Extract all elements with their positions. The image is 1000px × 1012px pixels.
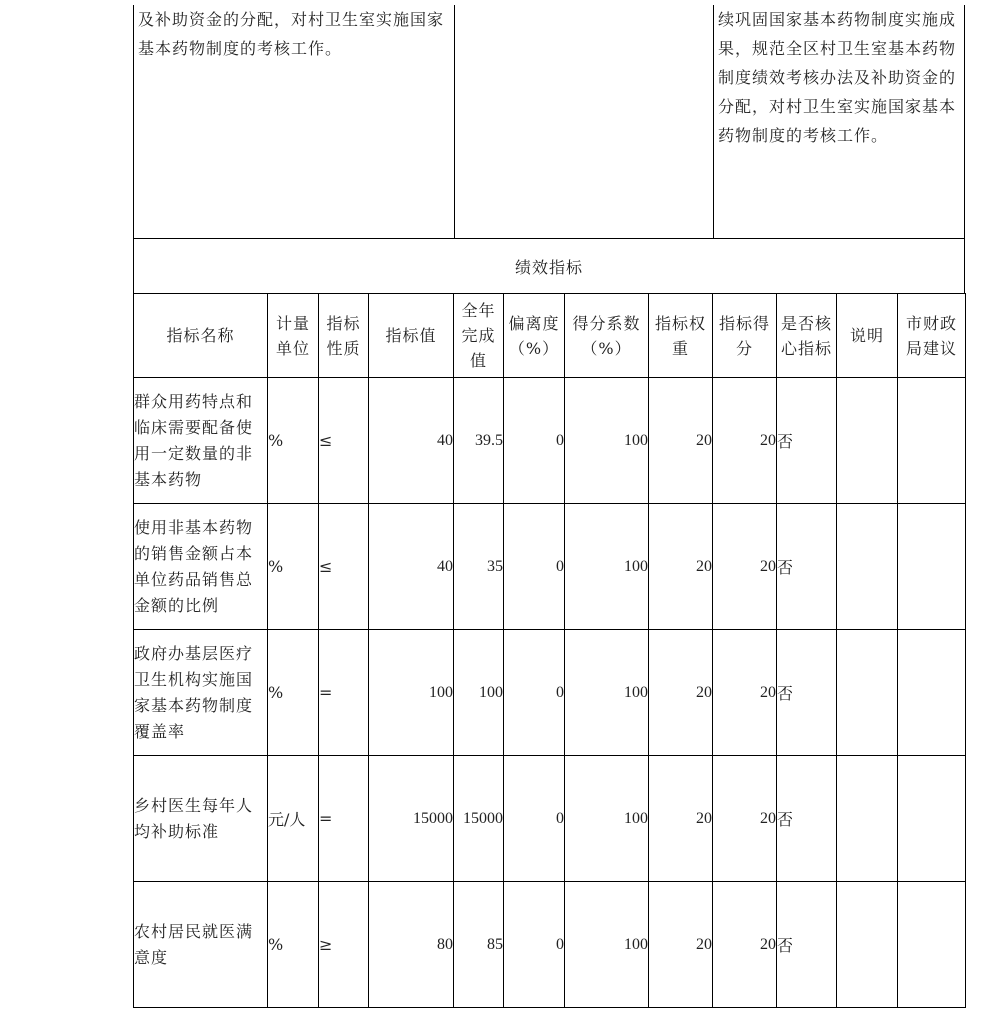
table-row — [134, 882, 966, 1008]
section-title-text: 绩效指标 — [514, 257, 583, 277]
table-row — [134, 378, 966, 504]
unit: % — [268, 630, 319, 756]
advice — [898, 504, 966, 630]
table-row — [134, 504, 966, 630]
weight: 20 — [649, 756, 713, 882]
indicator-name: 政府办基层医疗卫生机构实施国家基本药物制度覆盖率 — [134, 630, 268, 756]
score: 20 — [713, 882, 777, 1008]
deviation: 0 — [504, 882, 565, 1008]
left-text-cell — [134, 5, 454, 238]
deviation: 0 — [504, 378, 565, 504]
actual-value: 39.5 — [454, 378, 504, 504]
header-advice: 市财政局建议 — [898, 294, 966, 378]
right-text-cell — [714, 5, 964, 238]
actual-value: 85 — [454, 882, 504, 1008]
unit: % — [268, 882, 319, 1008]
deviation: 0 — [504, 756, 565, 882]
actual-value: 15000 — [454, 756, 504, 882]
advice — [898, 882, 966, 1008]
table-row — [134, 630, 966, 756]
header-name: 指标名称 — [134, 294, 268, 378]
is-core: 否 — [777, 504, 837, 630]
score-coefficient: 100 — [565, 504, 649, 630]
description — [837, 882, 898, 1008]
advice — [898, 378, 966, 504]
nature: = — [319, 756, 369, 882]
weight: 20 — [649, 630, 713, 756]
score: 20 — [713, 378, 777, 504]
description — [837, 756, 898, 882]
unit: 元/人 — [268, 756, 319, 882]
metrics-table — [133, 293, 966, 1008]
middle-empty-cell — [455, 5, 713, 238]
actual-value: 35 — [454, 504, 504, 630]
score-coefficient: 100 — [565, 378, 649, 504]
is-core: 否 — [777, 882, 837, 1008]
nature: ≤ — [319, 504, 369, 630]
right-text: 续巩固国家基本药物制度实施成果，规范全区村卫生室基本药物制度绩效考核办法及补助资金的分配，对村卫生室实施国家基本药物制度的考核工作。 — [718, 10, 957, 145]
header-weight: 指标权重 — [649, 294, 713, 378]
header-core: 是否核心指标 — [777, 294, 837, 378]
score: 20 — [713, 630, 777, 756]
advice — [898, 756, 966, 882]
target-value: 40 — [369, 504, 454, 630]
weight: 20 — [649, 882, 713, 1008]
indicator-name: 使用非基本药物的销售金额占本单位药品销售总金额的比例 — [134, 504, 268, 630]
weight: 20 — [649, 504, 713, 630]
header-row — [134, 294, 966, 378]
header-unit: 计量单位 — [268, 294, 319, 378]
actual-value: 100 — [454, 630, 504, 756]
header-nature: 指标性质 — [319, 294, 369, 378]
section-title — [133, 238, 965, 294]
score-coefficient: 100 — [565, 756, 649, 882]
score-coefficient: 100 — [565, 882, 649, 1008]
header-deviation: 偏离度（%） — [504, 294, 565, 378]
left-text: 及补助资金的分配，对村卫生室实施国家基本药物制度的考核工作。 — [138, 10, 445, 58]
target-value: 15000 — [369, 756, 454, 882]
target-value: 80 — [369, 882, 454, 1008]
header-coef: 得分系数（%） — [565, 294, 649, 378]
target-value: 40 — [369, 378, 454, 504]
weight: 20 — [649, 378, 713, 504]
is-core: 否 — [777, 630, 837, 756]
nature: = — [319, 630, 369, 756]
nature: ≤ — [319, 378, 369, 504]
description — [837, 504, 898, 630]
is-core: 否 — [777, 378, 837, 504]
unit: % — [268, 504, 319, 630]
indicator-name: 群众用药特点和临床需要配备使用一定数量的非基本药物 — [134, 378, 268, 504]
description — [837, 630, 898, 756]
indicator-name: 乡村医生每年人均补助标准 — [134, 756, 268, 882]
header-desc: 说明 — [837, 294, 898, 378]
continued-table-section — [133, 5, 965, 239]
is-core: 否 — [777, 756, 837, 882]
header-target: 指标值 — [369, 294, 454, 378]
deviation: 0 — [504, 504, 565, 630]
description — [837, 378, 898, 504]
indicator-name: 农村居民就医满意度 — [134, 882, 268, 1008]
deviation: 0 — [504, 630, 565, 756]
unit: % — [268, 378, 319, 504]
score: 20 — [713, 756, 777, 882]
score-coefficient: 100 — [565, 630, 649, 756]
table-row — [134, 756, 966, 882]
header-score: 指标得分 — [713, 294, 777, 378]
target-value: 100 — [369, 630, 454, 756]
header-actual: 全年完成值 — [454, 294, 504, 378]
nature: ≥ — [319, 882, 369, 1008]
advice — [898, 630, 966, 756]
score: 20 — [713, 504, 777, 630]
